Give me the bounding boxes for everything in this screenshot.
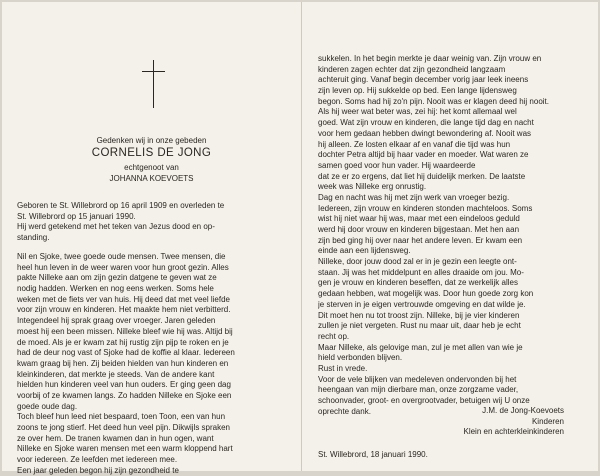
text-line: Iedereen, zijn vrouw en kinderen stonden machteloos. Soms [318, 203, 533, 213]
text-line: heel hun leven in de weer waren voor hun groot gezin. Alles [17, 262, 229, 272]
text-line: voorbij of ze kwamen langs. Zo hadden Nilleke en Sjoke een [17, 390, 232, 400]
text-line: Nilleke, door jouw dood zal er in je gezin een leegte ont- [318, 257, 517, 267]
signature-line: Klein en achterkleinkinderen [463, 427, 564, 437]
text-line: week was Nilleke erg onrustig. [318, 182, 427, 192]
cross-icon [134, 60, 174, 108]
text-line: pakte Nilleke aan om zijn gezin datgene te geven wat ze [17, 273, 217, 283]
text-line: werd hij door vrouw en kinderen bijgestaan. Met hen aan [318, 225, 520, 234]
text-line: Maar Nilleke, als gelovige man, zul je met allen van wie je [318, 342, 523, 352]
text-line: voor iedereen. Ze leefden met iedereen mee. [17, 455, 178, 465]
text-line: kinderen zagen echter dat zijn gezondheid langzaam [318, 64, 506, 74]
intro-text: Gedenken wij in onze gebeden [96, 136, 207, 145]
text-line: gen je vrouw en kinderen beseffen, dat ze werkelijk alles [318, 278, 518, 288]
text-line: zullen je niet vergeten. Rust nu maar uit, daar heb je echt [318, 321, 521, 331]
text-line: Nil en Sjoke, twee goede oude mensen. Twee mensen, die [17, 252, 226, 261]
memorial-card [2, 2, 598, 475]
text-line: Dit moet hen nu tot troost zijn. Nilleke, bij je vier kinderen [318, 310, 520, 320]
text-line: oprechte dank. [318, 406, 371, 416]
text-line: achteruit ging. Vanaf begin december vorig jaar leek ineens [318, 75, 529, 85]
text-line: Toch bleef hun leed niet bespaard, toen Toon, een van hun [17, 412, 226, 422]
text-line: St. Willebrord op 15 januari 1990. [17, 211, 136, 221]
text-line: dat ze er zo ergens, dat liet hij duidelijk merken. De laatste [318, 171, 526, 181]
text-line: hij alleen. Ze losten elkaar af en vanaf die tijd was hun [318, 139, 511, 149]
text-line: wist hij niet waar hij was, maar met een eindeloos geduld [318, 214, 520, 224]
text-line: Dag en nacht was hij met zijn werk van vroeger bezig. [318, 192, 510, 202]
dateline: St. Willebrord, 18 januari 1990. [318, 450, 428, 459]
right-page [302, 2, 598, 471]
text-line: zijn bed ging hij over naar het andere leven. Er kwam een [318, 235, 523, 245]
text-line: weken met de fiets ver van huis. Hij deed dat met veel liefde [17, 294, 230, 304]
text-line: sukkelen. In het begin merkte je daar weinig van. Zijn vrouw en [318, 54, 542, 63]
text-line: recht op. [318, 331, 350, 341]
text-line: moest hij een been missen. Nilleke bleef wie hij was. Altijd bij [17, 326, 233, 336]
text-line: samen goed voor hun vader. Hij waardeerde [318, 160, 476, 170]
text-line: Als hij weer wat beter was, zei hij: het komt allemaal wel [318, 107, 517, 117]
text-line: dochter Petra altijd bij haar vader en moeder. Wat waren ze [318, 150, 529, 160]
text-line: had de deur nog vast of Sjoke had de koffie al klaar. Iedereen [17, 348, 235, 358]
text-line: ze over hem. De tranen kwamen dan in hun ogen, want [17, 433, 214, 443]
text-line: nodig hadden. Werken en nog eens werken. Soms hele [17, 284, 214, 294]
signature-line: Kinderen [531, 416, 564, 426]
signature-block [463, 406, 564, 438]
text-line: voor hem gedaan hebben dwingt bewondering af. Nooit was [318, 128, 532, 138]
text-line: gedaan hebben, wat mogelijk was. Door hun goede zorg kon [318, 289, 534, 299]
text-line: heengaan van mijn dierbare man, onze zorgzame vader, [318, 385, 519, 395]
text-line: Nilleke en Sjoke waren mensen met een warm kloppend hart [17, 444, 233, 454]
text-line: Hij werd getekend met het teken van Jezus dood en op- [17, 222, 215, 232]
text-line: kleinkinderen, dat merkte je steeds. Van de andere kant [17, 369, 215, 379]
text-line: kwam graag bij hen. Zij beiden hielden van hun kinderen en [17, 358, 229, 368]
text-line: Geboren te St. Willebrord op 16 april 1909 en overleden te [17, 201, 225, 210]
text-line: staan. Jij was het middelpunt en alles draaide om jou. Mo- [318, 267, 524, 277]
left-page [2, 2, 301, 475]
text-line: de moed. Als je er kwam zat hij rustig zijn pijp te roken en je [17, 337, 229, 347]
deceased-name: CORNELIS DE JONG [91, 147, 212, 159]
left-body-text [17, 252, 293, 476]
text-line: hield verbonden blijven. [318, 353, 403, 363]
text-line: goede oude dag. [17, 401, 78, 411]
text-line: je sterven in je eigen vertrouwde omgeving en dat wilde je. [318, 299, 526, 309]
text-line: hielden hun kinderen veel van hun ouders. Er ging geen dag [17, 380, 231, 390]
text-line: Rust in vrede. [318, 363, 368, 373]
text-line: zoons te jong stierf. Het deed hun veel pijn. Dikwijls spraken [17, 423, 230, 432]
text-line: voor zijn vrouw en kinderen. Het maakte hem niet verbitterd. [17, 305, 231, 315]
birth-death-paragraph [17, 201, 293, 244]
text-line: zijn leven op. Hij sukkelde op bed. Een lange lijdensweg [318, 86, 517, 96]
text-line: begon. Soms had hij zo'n pijn. Nooit was er klagen deed hij nooit. [318, 96, 550, 106]
text-line: Integendeel hij sprak graag over vroeger. Jaren geleden [17, 316, 216, 326]
text-line: goed. Wat zijn vrouw en kinderen, die lange tijd dag en nacht [318, 118, 534, 128]
spouse-name: JOHANNA KOEVOETS [109, 174, 194, 183]
text-line: Een jaar geleden begon hij zijn gezondheid te [17, 465, 179, 475]
text-line: standing. [17, 233, 50, 243]
text-line: Voor de vele blijken van medeleven ondervonden bij het [318, 374, 517, 384]
text-line: schoonvader, groot- en overgrootvader, betuigen wij U onze [318, 396, 530, 405]
text-line: einde aan een lijdensweg. [318, 246, 411, 256]
spouse-label: echtgenoot van [124, 163, 179, 172]
signature-line: J.M. de Jong-Koevoets [482, 406, 564, 415]
right-body-text [318, 54, 590, 417]
